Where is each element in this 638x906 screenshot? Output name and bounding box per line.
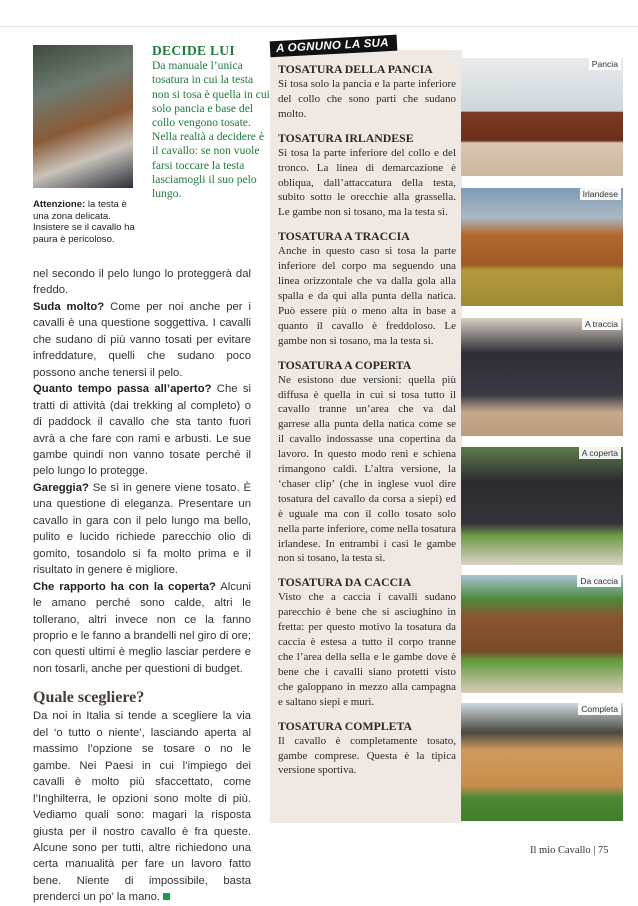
question: Gareggia? bbox=[33, 481, 89, 494]
qa-paragraph bbox=[33, 381, 251, 480]
end-mark-icon bbox=[163, 893, 170, 900]
photo-caption bbox=[33, 199, 145, 245]
caption-text: la testa è una zona delicata. Insistere se il cavallo ha paura è pericoloso. bbox=[33, 199, 135, 245]
decide-lui-text: Da manuale l’unica tosatura in cui la testa non si tosa è quella in cui solo pancia e base del collo vengono tosate. Nella realtà a decidere è il cavallo: se non vuole farsi toccare la testa lasciamogli il suo pelo lungo. bbox=[152, 59, 270, 201]
section-text: Ne esistono due versioni: quella più diffusa è quella in cui si tosa tutto il cavallo tranne un’area che va dal garrese alla punta della natica come se il cavallo indossasse una copertina da lavoro. In questo modo reni e schiena rimangono caldi. L’altra versione, la ‘chaser clip’ (che in inglese vuol dire tosatura del cavallo da corsa a siepi) ed è uguale ma con il collo tosato solo nella parte inferiore, come nella tosatura irlandese. In entrambi i casi le gambe non si tosano, la testa sì. bbox=[278, 373, 456, 565]
section-title: TOSATURA A TRACCIA bbox=[278, 229, 410, 244]
section-title: TOSATURA IRLANDESE bbox=[278, 130, 414, 145]
closing-paragraph bbox=[33, 708, 251, 905]
caption-label: Attenzione: bbox=[33, 199, 86, 210]
section-heading: Quale scegliere? bbox=[33, 689, 145, 707]
photo-label: Da caccia bbox=[577, 575, 621, 587]
section-title: TOSATURA DELLA PANCIA bbox=[278, 62, 433, 76]
photo-label: A coperta bbox=[579, 447, 621, 459]
horse-photo-completa bbox=[461, 703, 623, 821]
photo-label: Irlandese bbox=[580, 188, 621, 200]
horse-photo-irlandese bbox=[461, 188, 623, 306]
article-body bbox=[33, 266, 251, 906]
box-tag: A OGNUNO LA SUA bbox=[270, 35, 398, 58]
answer: Alcuni le amano perché sono calde, altri le tollerano, altri invece non ce la fanno proprio e le fanno a brandelli nel giro di ore; con questi ultimi è meglio lasciar perdere e non tosarli, anche per questioni di budget. bbox=[33, 580, 251, 675]
intro-text: nel secondo il pelo lungo lo proteggerà dal freddo. bbox=[33, 268, 251, 297]
decide-lui-title: DECIDE LUI bbox=[152, 43, 235, 58]
decide-lui-box bbox=[152, 44, 270, 201]
photo-label: A traccia bbox=[582, 318, 621, 330]
closing-text: Da noi in Italia si tende a scegliere la via del ‘o tutto o niente’, lasciando aperta al massimo l’opzione se tosare o no le gambe. Nei Paesi in cui l’impiego dei cavalli è molto più sfaccettato, come l’Inghilterra, le opzioni sono molte di più. Vediamo quali sono: magari la risposta giusta per il nostro cavallo è fra queste. Alcune sono per tutti, altre richiedono una certa manualità per fare un lavoro fatto bene. Niente di impossibile, basta prenderci un po’ la mano. bbox=[33, 710, 251, 904]
clipping-types-text bbox=[278, 62, 456, 778]
answer: Che si tratti di attività (dai trekking al completo) o di paddock il cavallo che sta tanto fuori avrà a che fare con rami e arbusti. Le sue gambe quindi non vanno tosate perché il pelo lungo lo protegge. bbox=[33, 383, 251, 478]
section-text: Il cavallo è completamente tosato, gambe comprese. Questa è la tipica versione sportiva. bbox=[278, 734, 456, 777]
section-title: TOSATURA COMPLETA bbox=[278, 718, 413, 733]
horse-photo-pancia bbox=[461, 58, 623, 176]
section-text: Visto che a caccia i cavalli sudano parecchio è bene che si asciughino in fretta: per questo motivo la tosatura da caccia è estesa a tutto il corpo tranne che l’area della sella e le gambe dove è bene che i cavalli siano protetti visto che galoppano in mezzo alla campagna e saltano siepi e muri. bbox=[278, 591, 456, 708]
answer: Se sì in genere viene tosato. È una questione di eleganza. Presentare un cavallo in gara con il pelo lungo ma bello, pulito e lucido richiede parecchio olio di gomito, tosandolo si fa molto prima e il risultato in genere è migliore. bbox=[33, 481, 251, 577]
page-top-rule bbox=[0, 26, 638, 27]
section-title: TOSATURA A COPERTA bbox=[278, 357, 412, 372]
section-title: TOSATURA DA CACCIA bbox=[278, 575, 412, 590]
photo-label: Pancia bbox=[589, 58, 621, 70]
section-text: Si tosa solo la pancia e la parte inferiore del collo che sono parti che sudano molto. bbox=[278, 78, 456, 120]
horse-clipping-photo bbox=[33, 45, 133, 188]
qa-paragraph bbox=[33, 480, 251, 579]
horse-photo-da-caccia bbox=[461, 575, 623, 693]
question: Suda molto? bbox=[33, 300, 105, 313]
section-text: Si tosa la parte inferiore del collo e del tronco. La linea di demarcazione è obliqua, dall’attaccatura della testa, subito sotto le orecchie alla grassella. Le gambe non si tosano, ma la testa sì. bbox=[278, 146, 456, 219]
qa-paragraph bbox=[33, 579, 251, 678]
horse-photo-a-traccia bbox=[461, 318, 623, 436]
section-text: Anche in questo caso si tosa la parte inferiore del corpo ma seguendo una linea orizzontale che va dalla gola alla spalla e da qui alla punta della natica. Può essere più o meno alta in base a quanto il cavallo è freddoloso. Le gambe non si tosano, ma la testa sì. bbox=[278, 245, 456, 347]
answer: Come per noi anche per i cavalli è una questione soggettiva. I cavalli che sudano di più vanno tosati per evitare infreddature, quelli che sudano poco possono anche tenersi il pelo. bbox=[33, 300, 251, 379]
horse-photo-a-coperta bbox=[461, 447, 623, 565]
question: Quanto tempo passa all’aperto? bbox=[33, 383, 212, 396]
photo-label: Completa bbox=[578, 703, 621, 715]
question: Che rapporto ha con la coperta? bbox=[33, 580, 216, 593]
page-footer: Il mio Cavallo | 75 bbox=[530, 845, 609, 856]
qa-paragraph bbox=[33, 299, 251, 381]
